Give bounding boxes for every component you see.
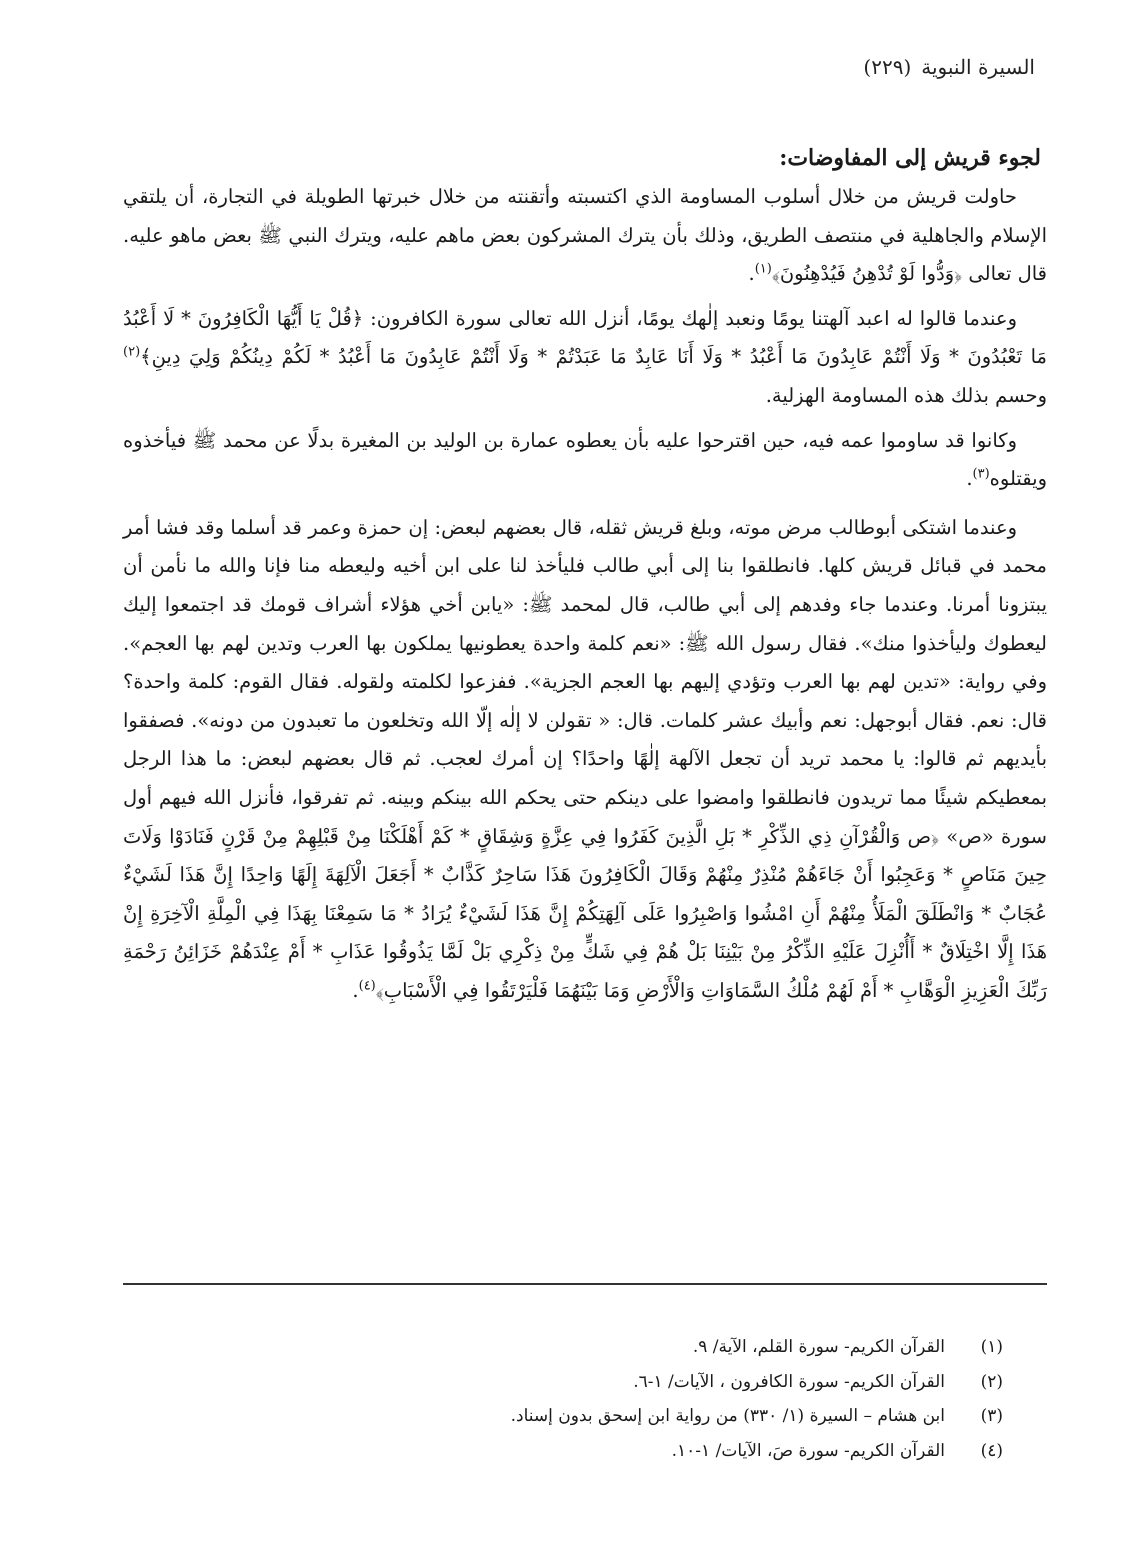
paragraph-text: وعندما اشتكى أبوطالب مرض موته، وبلغ قريش ثقله، قال بعضهم لبعض: إن حمزة وعمر قد أسلما وقد فشا أمر محمد في قبائل قريش كلها. فانطلقوا بنا إلى أبي طالب فليأخذ لنا على ابن أخيه وليعطه منا فإنا والله ما نأمن أن يبتزونا أمرنا. وعندما جاء وفدهم إلى أبي طالب، قال لمحمد ﷺ: «يابن أخي هؤلاء أشراف قومك قد اجتمعوا إليك ليعطوك وليأخذوا منك». فقال رسول الله ﷺ: «نعم كلمة واحدة يعطونيها يملكون بها العرب وتدين لهم بها العجم». وفي رواية: «تدين لهم بها العرب وتؤدي إليهم بها العجم الجزية». ففزعوا لكلمته ولقوله. فقال القوم: كلمة واحدة؟ قال: نعم. فقال أبوجهل: نعم وأبيك عشر كلمات. قال: « تقولن لا إلٰه إلّا الله وتخلعون ما تعبدون من دونه». فصفقوا بأيديهم ثم قالوا: يا محمد تريد أن تجعل الآلهة إلٰهًا واحدًا؟ إن أمرك لعجب. ثم قال بعضهم لبعض: ما هذا الرجل بمعطيكم شيئًا مما تريدون فانطلقوا وامضوا على دينكم حتى يحكم الله بينكم وبينه. ثم تفرقوا، فأنزل الله فيهم أول سورة «ص» ﴿ص وَالْقُرْآنِ ذِي الذِّكْرِ * بَلِ الَّذِينَ كَفَرُوا فِي عِزَّةٍ وَشِقَاقٍ * كَمْ أَهْلَكْنَا مِنْ قَبْلِهِمْ مِنْ قَرْنٍ فَنَادَوْا وَلَاتَ حِينَ مَنَاصٍ * وَعَجِبُوا أَنْ جَاءَهُمْ مُنْذِرٌ مِنْهُمْ وَقَالَ الْكَافِرُونَ هَذَا سَاحِرٌ كَذَّابٌ * أَجَعَلَ الْآلِهَةَ إِلَهًا وَاحِدًا إِنَّ هَذَا لَشَيْءٌ عُجَابٌ * وَانْطَلَقَ الْمَلَأُ مِنْهُمْ أَنِ امْشُوا وَاصْبِرُوا عَلَى آلِهَتِكُمْ إِنَّ هَذَا لَشَيْءٌ يُرَادُ * مَا سَمِعْنَا بِهَذَا فِي الْمِلَّةِ الْآخِرَةِ إِنْ هَذَا إِلَّا اخْتِلَاقٌ * أَأُنْزِلَ عَلَيْهِ الذِّكْرُ مِنْ بَيْنِنَا بَلْ هُمْ فِي شَكٍّ مِنْ ذِكْرِي بَلْ لَمَّا يَذُوقُوا عَذَابِ * أَمْ عِنْدَهُمْ خَزَائِنُ رَحْمَةِ رَبِّكَ الْعَزِيزِ الْوَهَّابِ * أَمْ لَهُمْ مُلْكُ السَّمَاوَاتِ وَالْأَرْضِ وَمَا بَيْنَهُمَا فَلْيَرْتَقُوا فِي الْأَسْبَابِ﴾ (123, 515, 1047, 1002)
footnote (123, 1434, 1003, 1469)
footnote-divider (123, 1283, 1047, 1285)
footnote-text: القرآن الكريم- سورة صَ، الآيات/ ١-١٠. (671, 1440, 945, 1461)
footnote-number: (٤) (980, 1440, 1003, 1461)
footnote-reference: (٢) (123, 344, 141, 360)
body-text (123, 138, 1047, 1010)
paragraph-text: وعندما قالوا له اعبد آلهتنا يومًا ونعبد إلٰهك يومًا، أنزل الله تعالى سورة الكافرون: ﴿قُلْ يَا أَيُّهَا الْكَافِرُونَ * لَا أَعْبُدُ مَا تَعْبُدُونَ * وَلَا أَنْتُمْ عَابِدُونَ مَا أَعْبُدُ * وَلَا أَنَا عَابِدٌ مَا عَبَدْتُمْ * وَلَا أَنْتُمْ عَابِدُونَ مَا أَعْبُدُ * لَكُمْ دِينُكُمْ وَلِيَ دِينِ﴾ (123, 306, 1047, 369)
footnote-reference: (٤) (358, 978, 376, 994)
footnote (123, 1399, 1003, 1434)
footnote-reference: (١) (754, 261, 772, 277)
footnote (123, 1330, 1003, 1365)
paragraph-tail: . (352, 978, 359, 1002)
page-number: (٢٢٩) (863, 55, 912, 79)
paragraph-text: حاولت قريش من خلال أسلوب المساومة الذي اكتسبته وأتقنته من خلال خبرتها الطويلة في التجارة، أن يلتقي الإسلام والجاهلية في منتصف الطريق، وذلك بأن يترك المشركون بعض ماهم عليه، ويترك النبي ﷺ بعض ماهو عليه. قال تعالى ﴿وَدُّوا لَوْ تُدْهِنُ فَيُدْهِنُونَ﴾ (123, 185, 1047, 286)
footnotes (123, 1330, 1003, 1468)
paragraph (123, 422, 1047, 499)
paragraph (123, 300, 1047, 416)
footnote-number: (٣) (980, 1406, 1003, 1426)
paragraph-tail: . (748, 262, 755, 286)
footnote-number: (١) (980, 1337, 1003, 1357)
footnote-reference: (٣) (972, 466, 990, 482)
paragraph-tail: . (966, 467, 973, 491)
paragraph-tail: وحسم بذلك هذه المساومة الهزلية. (765, 383, 1047, 407)
paragraph-text: وكانوا قد ساوموا عمه فيه، حين اقترحوا عليه بأن يعطوه عمارة بن الوليد بن المغيرة بدلًا عن محمد ﷺ فيأخذوه ويقتلوه (123, 428, 1047, 491)
section-heading: لجوء قريش إلى المفاوضات: (779, 145, 1041, 171)
paragraph (123, 178, 1047, 294)
book-title: السيرة النبوية (921, 55, 1035, 79)
footnote (123, 1365, 1003, 1400)
running-header (863, 52, 1035, 82)
footnote-number: (٢) (980, 1371, 1003, 1392)
footnote-text: القرآن الكريم- سورة القلم، الآية/ ٩. (692, 1337, 945, 1357)
footnote-text: القرآن الكريم- سورة الكافرون ، الآيات/ ١-٦. (633, 1371, 945, 1392)
paragraph (123, 509, 1047, 1011)
footnote-text: ابن هشام – السيرة (١/ ٣٣٠) من رواية ابن إسحق بدون إسناد. (510, 1406, 945, 1426)
